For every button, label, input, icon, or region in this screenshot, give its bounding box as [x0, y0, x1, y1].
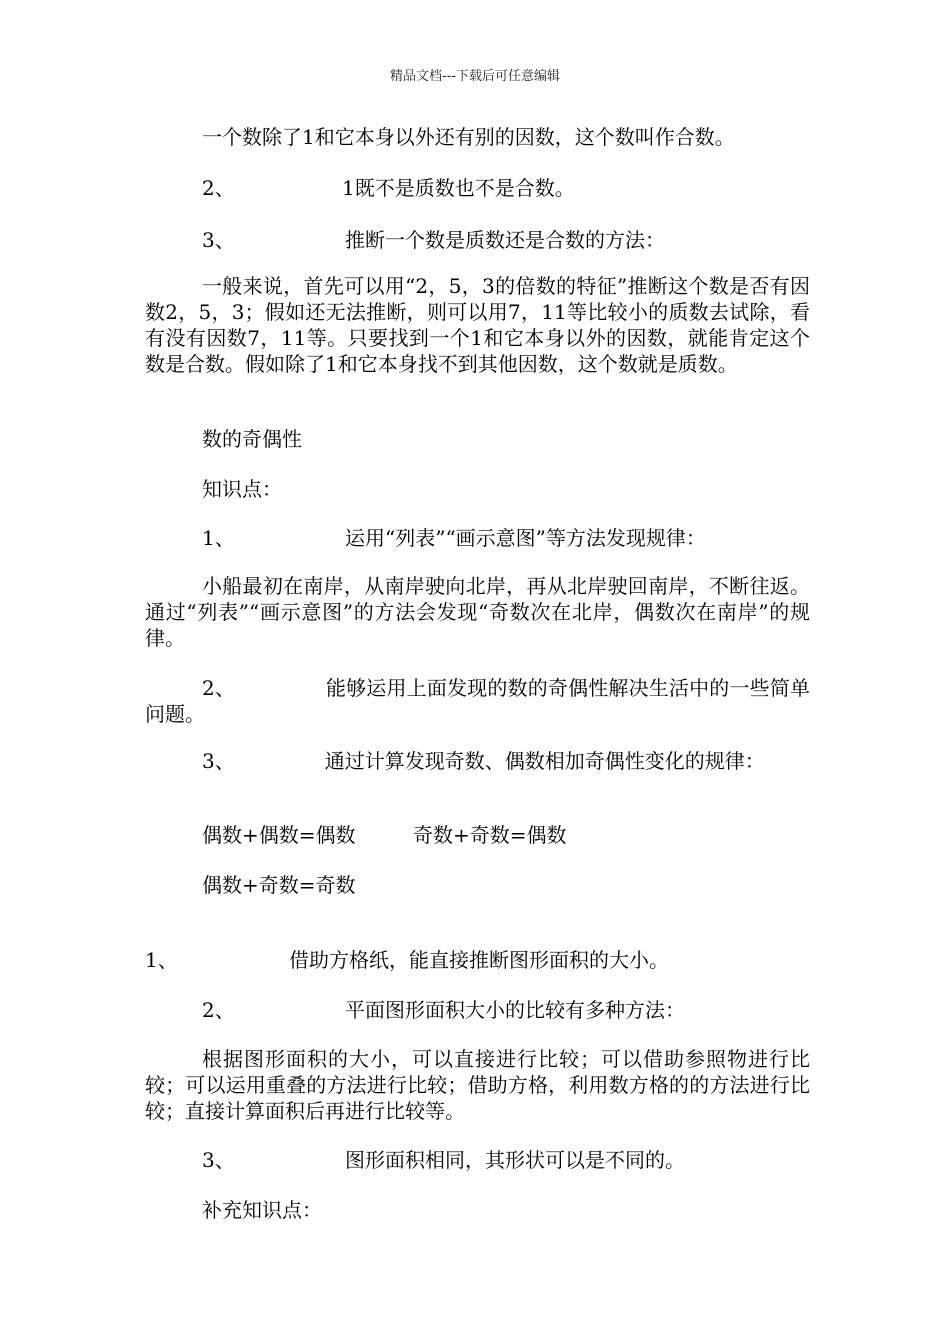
item-number: 3、 — [202, 228, 235, 252]
item-3-compute: 3、 通过计算发现奇数、偶数相加奇偶性变化的规律： — [202, 749, 765, 773]
item-number: 3、 — [202, 1148, 235, 1172]
knowledge-points-heading: 知识点： — [202, 477, 282, 501]
formula-odd-odd: 奇数+奇数=偶数 — [413, 823, 567, 847]
item-number: 2、 — [202, 998, 235, 1022]
item-text: 借助方格纸，能直接推断图形面积的大小。 — [289, 948, 669, 972]
item-text: 平面图形面积大小的比较有多种方法： — [345, 998, 685, 1022]
item-text: 1既不是质数也不是合数。 — [342, 176, 575, 200]
formula-even-odd: 偶数+奇数=奇数 — [202, 873, 356, 897]
item-text: 推断一个数是质数还是合数的方法： — [345, 228, 665, 252]
compare-paragraph: 根据图形面积的大小，可以直接进行比较；可以借助参照物进行比较；可以运用重叠的方法进行比较；借助方格，利用数方格的的方法进行比较；直接计算面积后再进行比较等。 — [145, 1047, 810, 1123]
page-header: 精品文档---下载后可任意编辑 — [389, 69, 561, 84]
section-heading-parity: 数的奇偶性 — [202, 427, 302, 451]
item-number: 2、 — [202, 176, 235, 200]
item-text: 图形面积相同，其形状可以是不同的。 — [345, 1148, 685, 1172]
boat-paragraph: 小船最初在南岸，从南岸驶向北岸，再从北岸驶回南岸，不断往返。通过“列表”“画示意图”的方法会发现“奇数次在北岸，偶数次在南岸”的规律。 — [145, 574, 810, 650]
formula-even-even: 偶数+偶数=偶数 — [202, 823, 356, 847]
item-text: 运用“列表”“画示意图”等方法发现规律： — [345, 526, 706, 550]
item-2-apply: 2、 能够运用上面发现的数的奇偶性解决生活中的一些简单问题。 — [145, 676, 810, 726]
composite-definition: 一个数除了1和它本身以外还有别的因数，这个数叫作合数。 — [202, 125, 735, 149]
method-paragraph: 一般来说，首先可以用“2，5，3的倍数的特征”推断这个数是否有因数2，5，3；假如还无法推断，则可以用7，11等比较小的质数去试除，看有没有因数7，11等。只要找到一个1和它本身以外的因数，就能肯定这个数是合数。假如除了1和它本身找不到其他因数，这个数就是质数。 — [145, 274, 810, 376]
item-number: 1、 — [145, 948, 178, 972]
supplement-heading: 补充知识点： — [202, 1198, 322, 1222]
item-number: 1、 — [202, 526, 235, 550]
